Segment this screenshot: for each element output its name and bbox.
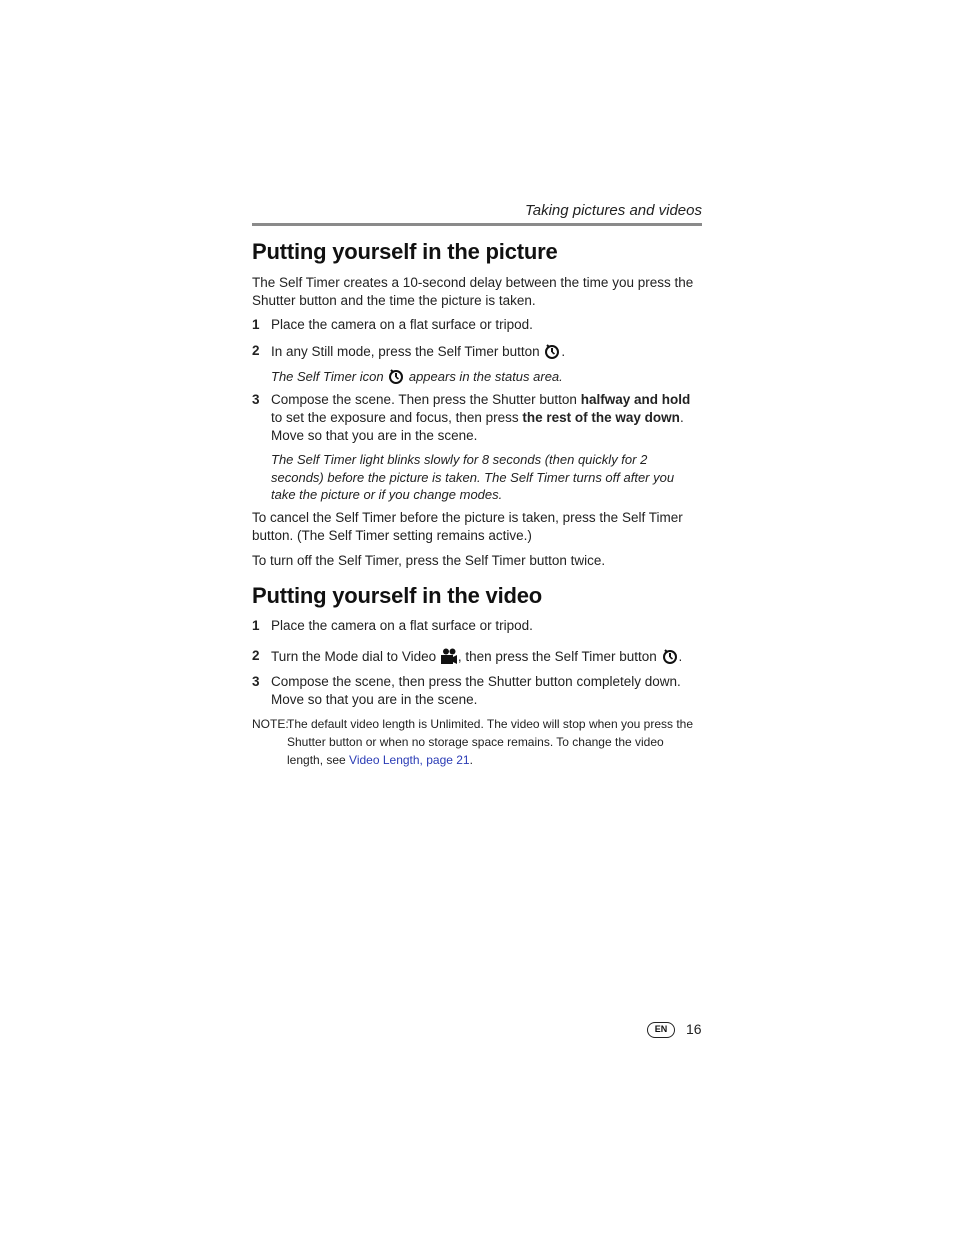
language-badge: EN bbox=[647, 1022, 675, 1038]
heading-video: Putting yourself in the video bbox=[252, 583, 542, 608]
video-step-2: 2 Turn the Mode dial to Video , then press the Self Timer button . bbox=[252, 648, 683, 664]
step-number: 1 bbox=[252, 618, 260, 633]
self-timer-icon bbox=[543, 342, 561, 360]
step-text-end: . bbox=[561, 344, 566, 359]
video-length-link[interactable]: Video Length, page 21 bbox=[349, 753, 470, 767]
heading-picture: Putting yourself in the picture bbox=[252, 239, 558, 264]
picture-step-2-result: The Self Timer icon appears in the status area. bbox=[271, 369, 563, 384]
turn-off-paragraph: To turn off the Self Timer, press the Self Timer button twice. bbox=[252, 553, 606, 568]
section-header-title: Taking pictures and videos bbox=[524, 202, 702, 219]
picture-step-1 bbox=[252, 316, 702, 334]
picture-step-3-result: The Self Timer light blinks slowly for 8 seconds (then quickly for 2 seconds) before the picture is taken. The Self Timer turns off after you take the picture or if you change modes. bbox=[271, 452, 675, 502]
video-camera-icon bbox=[440, 647, 458, 665]
step-number: 3 bbox=[252, 674, 260, 689]
emphasis-rest-of-way: the rest of the way down bbox=[522, 410, 680, 425]
video-step-1 bbox=[252, 617, 702, 635]
step-number: 2 bbox=[252, 343, 260, 358]
picture-step-2 bbox=[252, 342, 702, 361]
video-step-3 bbox=[252, 673, 702, 709]
picture-step-3: 3 Compose the scene. Then press the Shutter button halfway and hold to set the exposure and focus, then press the rest of the way down. Move so that you are in the scene. bbox=[252, 392, 691, 443]
step-text: Place the camera on a flat surface or tripod. bbox=[271, 618, 533, 633]
intro-paragraph: The Self Timer creates a 10-second delay between the time you press the Shutter button and the time the picture is taken. bbox=[252, 275, 694, 308]
header-rule bbox=[252, 223, 702, 226]
step-text: Compose the scene, then press the Shutter button completely down. Move so that you are in the scene. bbox=[271, 674, 681, 707]
step-text: In any Still mode, press the Self Timer button bbox=[271, 344, 540, 359]
step-number: 2 bbox=[252, 648, 260, 663]
step-text: Place the camera on a flat surface or tripod. bbox=[271, 317, 533, 332]
self-timer-icon bbox=[661, 647, 679, 665]
video-length-note: NOTE: The default video length is Unlimited. The video will stop when you press the Shutter button or when no storage space remains. To change the video length, see Video Length, page 21. bbox=[252, 717, 694, 767]
step-number: 3 bbox=[252, 392, 260, 407]
emphasis-halfway: halfway and hold bbox=[580, 392, 691, 407]
note-label: NOTE: bbox=[252, 717, 289, 731]
page-number: 16 bbox=[686, 1021, 702, 1037]
self-timer-icon bbox=[387, 367, 405, 385]
cancel-paragraph: To cancel the Self Timer before the picture is taken, press the Self Timer button. (The Self Timer setting remains active.) bbox=[252, 510, 683, 543]
step-number: 1 bbox=[252, 317, 260, 332]
